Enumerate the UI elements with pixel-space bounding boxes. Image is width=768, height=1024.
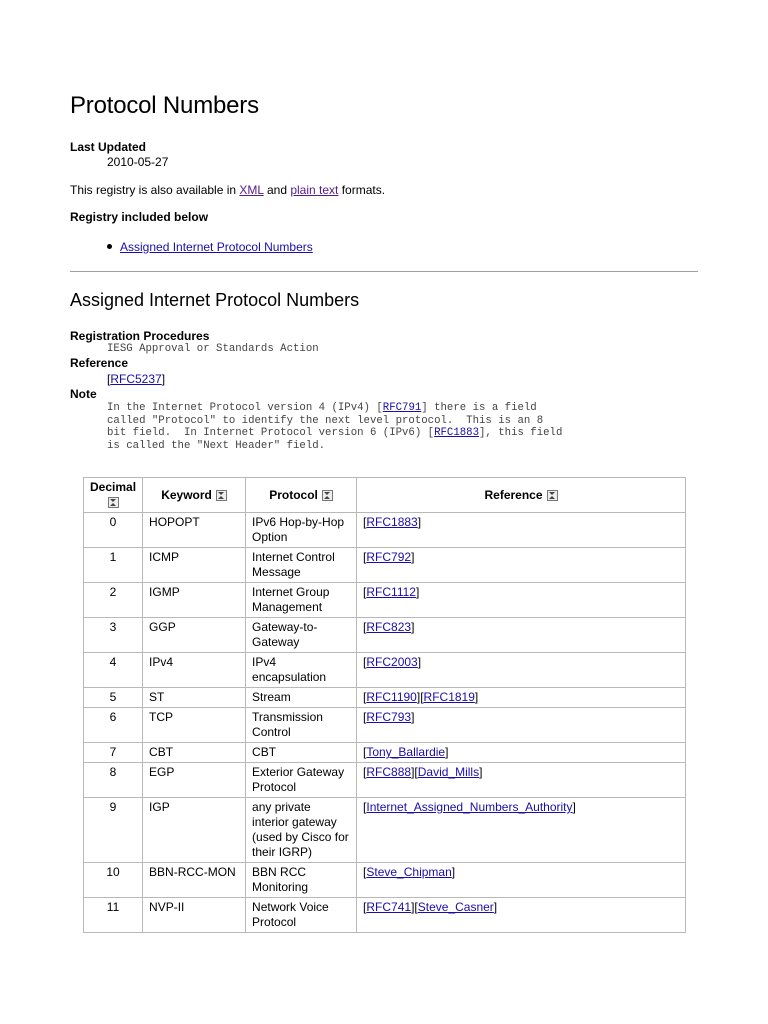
reference-link[interactable]: Steve_Chipman	[366, 865, 452, 879]
rfc5237-link[interactable]: RFC5237	[110, 372, 162, 386]
table-row	[84, 618, 686, 653]
assigned-numbers-link[interactable]: Assigned Internet Protocol Numbers	[120, 240, 313, 254]
page-title: Protocol Numbers	[70, 92, 259, 119]
reference-link[interactable]: RFC1112	[366, 585, 416, 599]
sort-icon[interactable]	[108, 497, 119, 508]
cell-protocol: Exterior Gateway Protocol	[246, 763, 357, 798]
cell-keyword: CBT	[143, 743, 246, 763]
cell-protocol: Transmission Control	[246, 708, 357, 743]
cell-reference: [RFC741][Steve_Casner]	[357, 898, 686, 933]
reference-link[interactable]: Tony_Ballardie	[366, 745, 446, 759]
note-line-3: bit field. In Internet Protocol version 6 (IPv6) [	[107, 427, 435, 439]
cell-decimal: 1	[84, 548, 143, 583]
cell-protocol: CBT	[246, 743, 357, 763]
cell-keyword: HOPOPT	[143, 513, 246, 548]
cell-decimal: 4	[84, 653, 143, 688]
cell-protocol: any private interior gateway (used by Cisco for their IGRP)	[246, 798, 357, 863]
reference-link[interactable]: RFC1190	[366, 690, 417, 704]
cell-keyword: IPv4	[143, 653, 246, 688]
cell-decimal: 9	[84, 798, 143, 863]
cell-reference: [RFC1883]	[357, 513, 686, 548]
table-row	[84, 653, 686, 688]
cell-protocol: IPv4 encapsulation	[246, 653, 357, 688]
rfc1883-note-link[interactable]: RFC1883	[434, 427, 479, 439]
table-header-row	[84, 478, 686, 513]
availability-text	[70, 183, 385, 197]
cell-reference: [Tony_Ballardie]	[357, 743, 686, 763]
cell-reference: [RFC2003]	[357, 653, 686, 688]
sort-icon[interactable]	[547, 490, 558, 501]
last-updated-label: Last Updated	[70, 140, 147, 154]
availability-prefix: This registry is also available in	[70, 183, 240, 197]
table-row	[84, 743, 686, 763]
last-updated-value: 2010-05-27	[107, 155, 169, 169]
cell-reference: [Steve_Chipman]	[357, 863, 686, 898]
header-decimal-label: Decimal	[90, 480, 137, 494]
note-line-1-end: ] there is a field	[421, 402, 537, 414]
cell-keyword: NVP-II	[143, 898, 246, 933]
table-row	[84, 798, 686, 863]
cell-protocol: Internet Group Management	[246, 583, 357, 618]
protocol-numbers-table	[83, 477, 686, 933]
cell-keyword: EGP	[143, 763, 246, 798]
cell-protocol: Stream	[246, 688, 357, 708]
header-decimal[interactable]	[84, 478, 143, 513]
reference-link[interactable]: RFC888	[366, 765, 412, 779]
rfc791-link[interactable]: RFC791	[382, 402, 422, 414]
cell-decimal: 3	[84, 618, 143, 653]
header-keyword-label: Keyword	[161, 487, 212, 502]
table-row	[84, 548, 686, 583]
cell-keyword: ICMP	[143, 548, 246, 583]
xml-link[interactable]: XML	[239, 183, 264, 197]
cell-decimal: 7	[84, 743, 143, 763]
note-label: Note	[70, 387, 97, 401]
cell-reference: [RFC792]	[357, 548, 686, 583]
cell-reference: [RFC793]	[357, 708, 686, 743]
cell-keyword: IGP	[143, 798, 246, 863]
reference-link[interactable]: RFC2003	[366, 655, 418, 669]
note-line-2: called "Protocol" to identify the next level protocol. This is an 8	[107, 414, 544, 427]
header-reference-label: Reference	[484, 487, 543, 502]
cell-decimal: 0	[84, 513, 143, 548]
header-keyword[interactable]	[143, 478, 246, 513]
bullet-icon	[107, 244, 112, 249]
cell-protocol: IPv6 Hop-by-Hop Option	[246, 513, 357, 548]
table-row	[84, 688, 686, 708]
reference-link[interactable]: RFC793	[366, 710, 412, 724]
reference-value: [RFC5237]	[107, 372, 166, 386]
cell-decimal: 10	[84, 863, 143, 898]
cell-reference: [RFC823]	[357, 618, 686, 653]
header-protocol[interactable]	[246, 478, 357, 513]
table-row	[84, 863, 686, 898]
cell-keyword: ST	[143, 688, 246, 708]
table-body	[84, 513, 686, 933]
cell-reference: [RFC1190][RFC1819]	[357, 688, 686, 708]
note-line-4: is called the "Next Header" field.	[107, 439, 326, 452]
cell-protocol: Internet Control Message	[246, 548, 357, 583]
availability-suffix: formats.	[338, 183, 386, 197]
registry-list-item	[107, 240, 313, 254]
cell-keyword: GGP	[143, 618, 246, 653]
cell-protocol: BBN RCC Monitoring	[246, 863, 357, 898]
registration-procedures-label: Registration Procedures	[70, 329, 210, 343]
cell-keyword: IGMP	[143, 583, 246, 618]
registration-procedures-value: IESG Approval or Standards Action	[107, 343, 319, 355]
cell-keyword: BBN-RCC-MON	[143, 863, 246, 898]
cell-protocol: Gateway-to-Gateway	[246, 618, 357, 653]
sort-icon[interactable]	[322, 490, 333, 501]
reference-link[interactable]: RFC741	[366, 900, 412, 914]
note-text	[107, 402, 562, 452]
note-line-3-end: ], this field	[479, 427, 563, 439]
table-row	[84, 513, 686, 548]
note-line-1: In the Internet Protocol version 4 (IPv4) [	[107, 402, 383, 414]
table-row	[84, 708, 686, 743]
cell-decimal: 11	[84, 898, 143, 933]
cell-decimal: 5	[84, 688, 143, 708]
reference-link[interactable]: Internet_Assigned_Numbers_Authority	[366, 800, 573, 814]
plain-text-link[interactable]: plain text	[290, 183, 339, 197]
table-row	[84, 763, 686, 798]
cell-decimal: 6	[84, 708, 143, 743]
header-reference[interactable]	[357, 478, 686, 513]
availability-and: and	[263, 183, 291, 197]
reference-link[interactable]: Steve_Casner	[417, 900, 494, 914]
cell-protocol: Network Voice Protocol	[246, 898, 357, 933]
cell-reference: [RFC888][David_Mills]	[357, 763, 686, 798]
cell-decimal: 2	[84, 583, 143, 618]
reference-link[interactable]: RFC1819	[423, 690, 475, 704]
table-row	[84, 583, 686, 618]
cell-reference: [Internet_Assigned_Numbers_Authority]	[357, 798, 686, 863]
reference-link[interactable]: David_Mills	[417, 765, 480, 779]
header-protocol-label: Protocol	[269, 487, 318, 502]
table-row	[84, 898, 686, 933]
cell-keyword: TCP	[143, 708, 246, 743]
sort-icon[interactable]	[216, 490, 227, 501]
reference-label: Reference	[70, 356, 129, 370]
reference-link[interactable]: RFC1883	[366, 515, 418, 529]
cell-reference: [RFC1112]	[357, 583, 686, 618]
registry-included-label: Registry included below	[70, 210, 209, 224]
reference-link[interactable]: RFC823	[366, 620, 412, 634]
cell-decimal: 8	[84, 763, 143, 798]
horizontal-divider	[70, 271, 698, 272]
reference-link[interactable]: RFC792	[366, 550, 412, 564]
section-title: Assigned Internet Protocol Numbers	[70, 290, 360, 310]
